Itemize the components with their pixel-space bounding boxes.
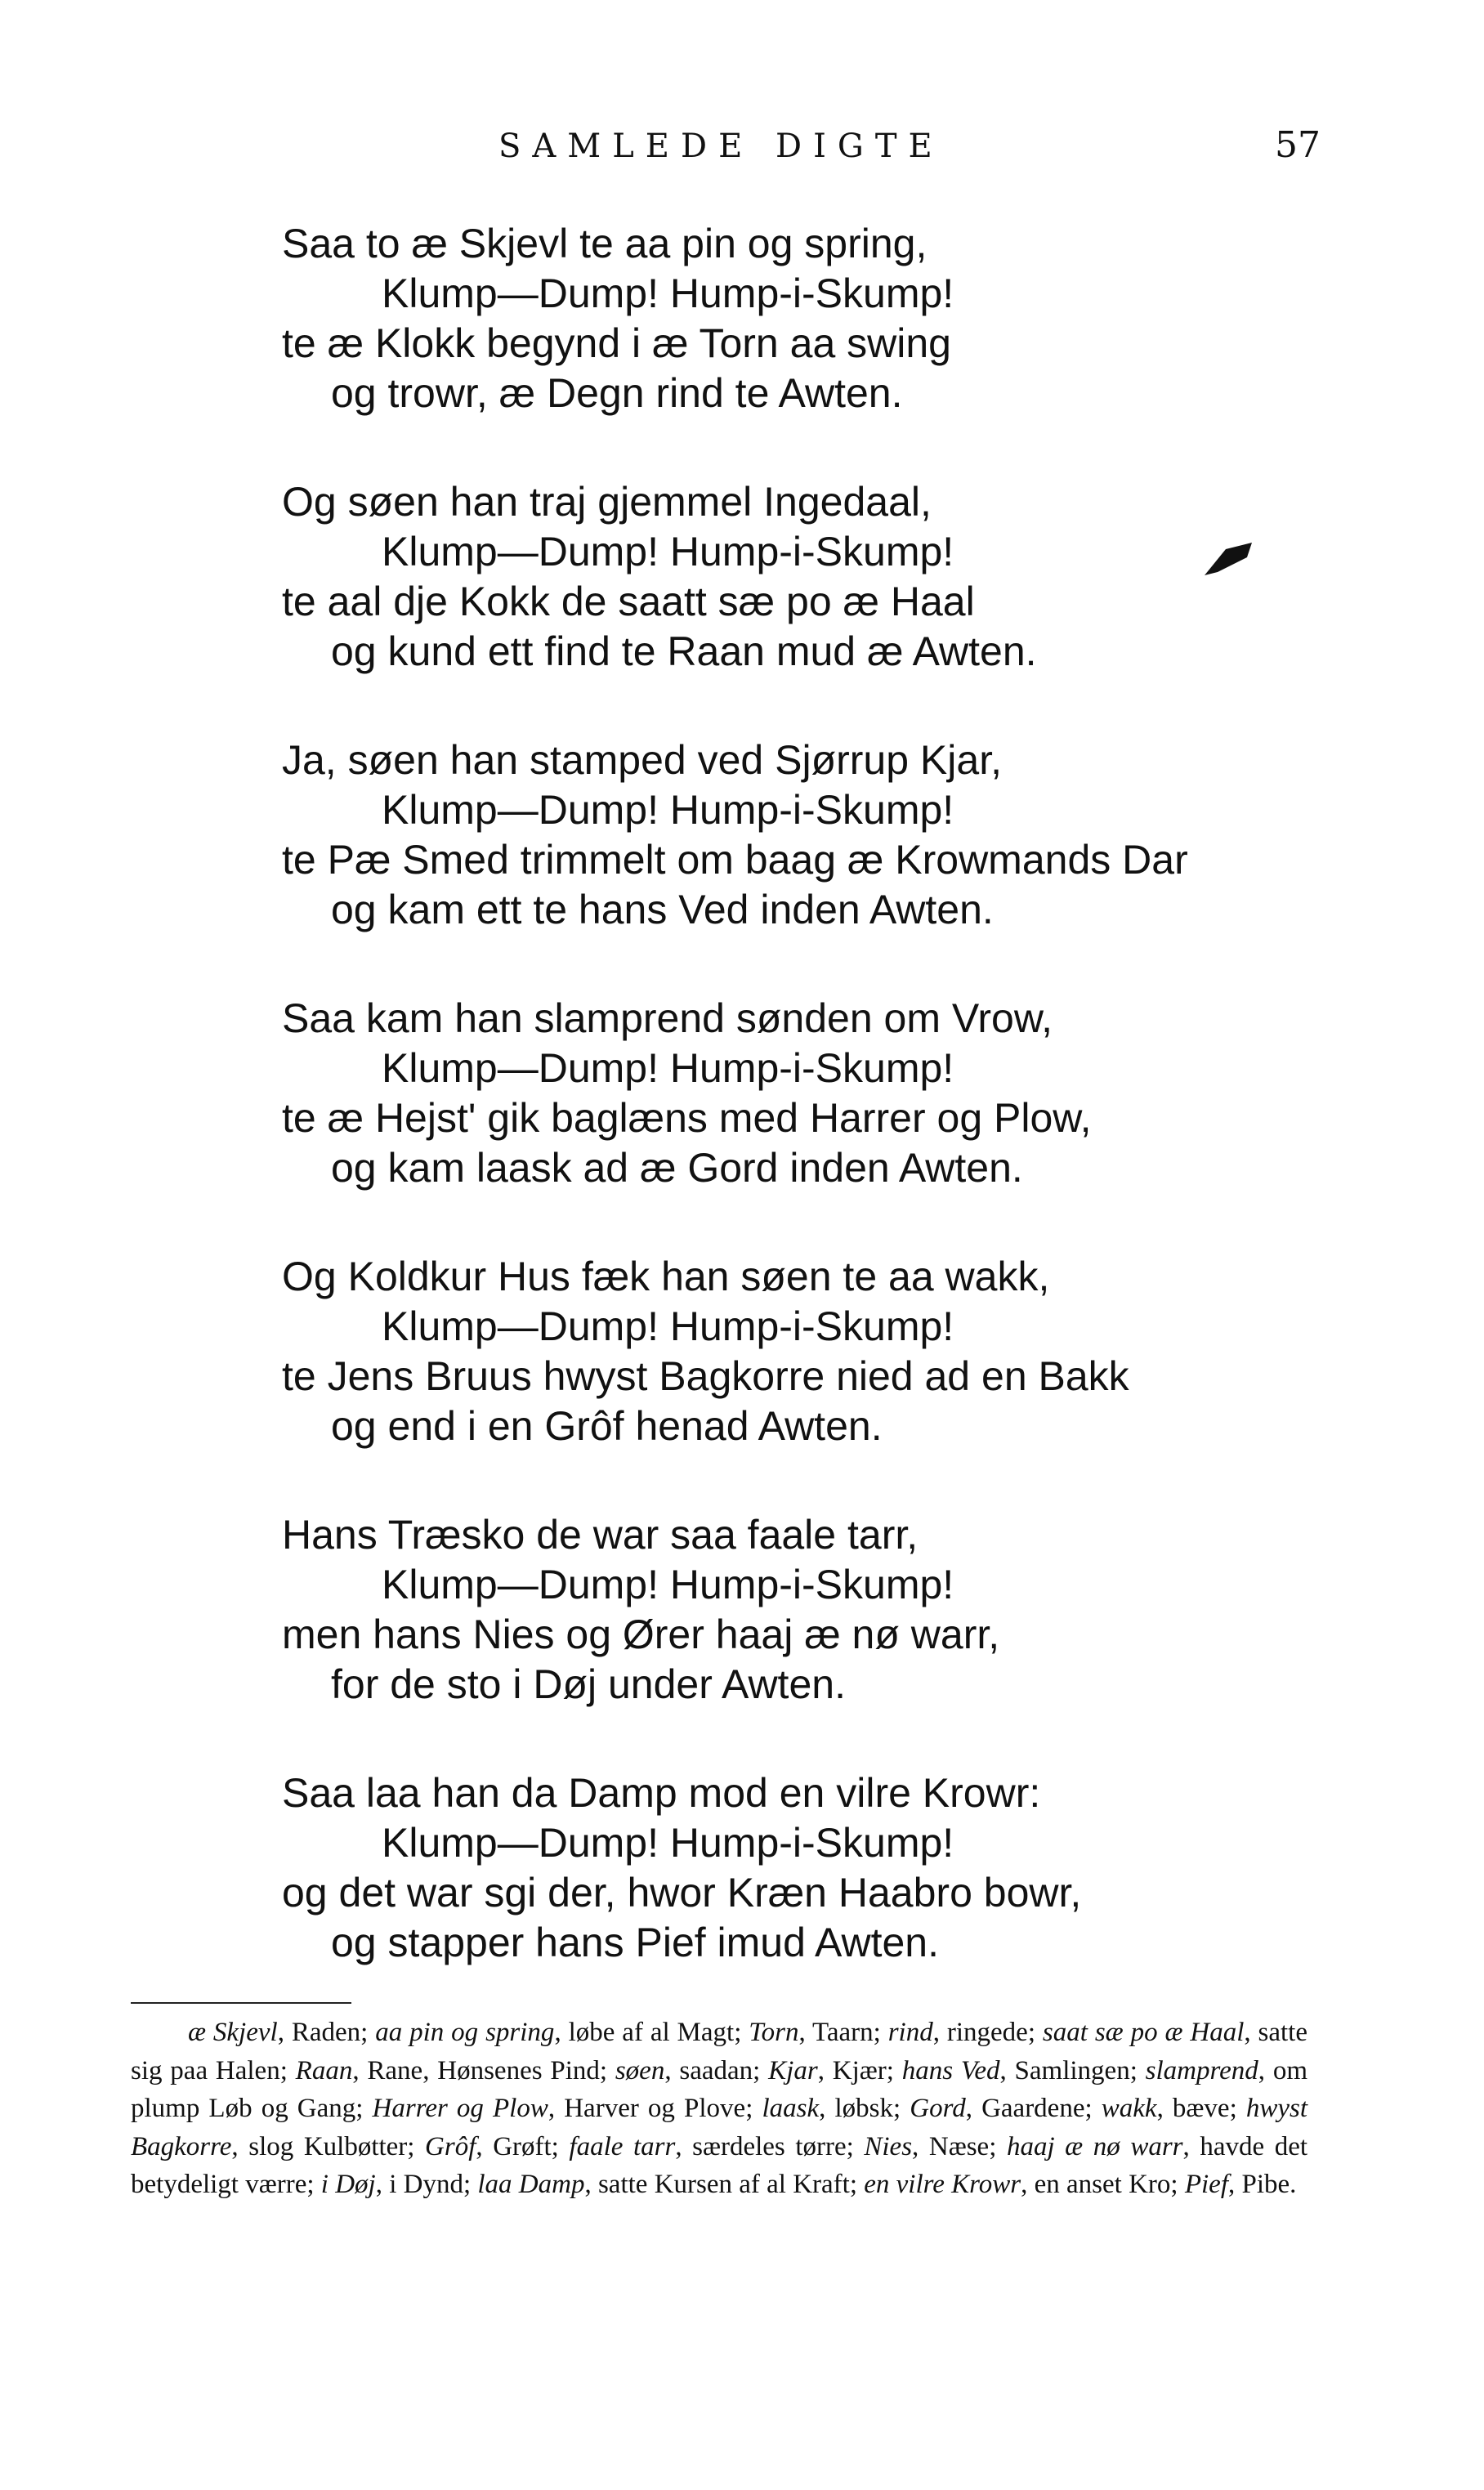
glossary-definition: , Samlingen; <box>999 2055 1146 2085</box>
glossary-term: wakk <box>1101 2094 1157 2123</box>
verse-line: Og Koldkur Hus fæk han søen te aa wakk, <box>282 1254 1050 1299</box>
footnote-rule <box>131 2002 351 2004</box>
verse-line: og det war sgi der, hwor Kræn Haabro bowr, <box>282 1870 1082 1916</box>
glossary-term: Nies <box>864 2131 913 2161</box>
glossary-definition: , Grøft; <box>476 2131 570 2161</box>
footnote-text <box>131 2018 1307 2199</box>
glossary-term: rind <box>887 2018 933 2047</box>
page-number: 57 <box>1275 124 1321 166</box>
glossary-term: Kjar <box>768 2055 818 2085</box>
verse-line: og stapper hans Pief imud Awten. <box>331 1920 939 1965</box>
glossary-term: faale tarr <box>569 2131 676 2161</box>
glossary-term: Pief <box>1184 2170 1228 2199</box>
stanza <box>282 1510 1344 1710</box>
glossary-definition: , om plump Løb og Gang; <box>131 2055 1307 2123</box>
glossary-definition: , Harver og Plove; <box>548 2094 762 2123</box>
verse-line: og trowr, æ Degn rind te Awten. <box>331 370 903 416</box>
stanza <box>282 735 1344 935</box>
verse-line: Ja, søen han stamped ved Sjørrup Kjar, <box>282 737 1002 783</box>
stanza <box>282 1252 1344 1451</box>
refrain-line: Klump—Dump! Hump-i-Skump! <box>382 1820 954 1866</box>
verse-line: og end i en Grôf henad Awten. <box>331 1403 883 1449</box>
glossary-term: Gord <box>910 2094 966 2123</box>
verse-line: te Jens Bruus hwyst Bagkorre nied ad en Bakk <box>282 1353 1129 1399</box>
verse-line: men hans Nies og Ører haaj æ nø warr, <box>282 1612 1000 1657</box>
verse-line: te æ Klokk begynd i æ Torn aa swing <box>282 320 951 366</box>
glossary-definition: , Gaardene; <box>965 2094 1102 2123</box>
verse-line: te æ Hejst' gik baglæns med Harrer og Plow, <box>282 1095 1092 1141</box>
verse-line: Hans Træsko de war saa faale tarr, <box>282 1512 919 1558</box>
stanza <box>282 994 1344 1193</box>
glossary-term: Harrer og Plow <box>372 2094 548 2123</box>
stanza <box>282 1768 1344 1968</box>
glossary-definition: , havde det betydeligt værre; <box>131 2131 1308 2199</box>
glossary-definition: , slog Kulbøtter; <box>231 2131 426 2161</box>
verse-line: og kam ett te hans Ved inden Awten. <box>331 887 994 932</box>
running-head: SAMLEDE DIGTE <box>498 127 944 165</box>
glossary-term: Torn <box>749 2018 799 2047</box>
glossary-definition: , Næse; <box>912 2131 1007 2161</box>
ink-blot-mark <box>1201 539 1258 580</box>
glossary-term: slamprend <box>1145 2055 1258 2085</box>
glossary-term: haaj æ nø warr <box>1006 2131 1183 2161</box>
refrain-line: Klump—Dump! Hump-i-Skump! <box>382 1045 954 1091</box>
glossary-definition: , bæve; <box>1156 2094 1246 2123</box>
glossary-definition: , Kjær; <box>817 2055 902 2085</box>
verse-line: te Pæ Smed trimmelt om baag æ Krowmands Dar <box>282 837 1188 883</box>
stanza <box>282 219 1344 418</box>
glossary-definition: , løbsk; <box>819 2094 910 2123</box>
glossary-definition: , i Dynd; <box>375 2170 478 2199</box>
refrain-line: Klump—Dump! Hump-i-Skump! <box>382 787 954 833</box>
verse-line: og kam laask ad æ Gord inden Awten. <box>331 1145 1023 1191</box>
glossary-definition: , Raden; <box>277 2018 376 2047</box>
footnote-glossary <box>131 2014 1307 2204</box>
glossary-term: laa Damp <box>477 2170 585 2199</box>
glossary-term: en vilre Krowr <box>864 2170 1021 2199</box>
glossary-term: aa pin og spring <box>375 2018 555 2047</box>
verse-line: Saa to æ Skjevl te aa pin og spring, <box>282 221 928 266</box>
refrain-line: Klump—Dump! Hump-i-Skump! <box>382 529 954 574</box>
refrain-line: Klump—Dump! Hump-i-Skump! <box>382 270 954 316</box>
glossary-definition: , Rane, Hønsenes Pind; <box>352 2055 615 2085</box>
glossary-definition: , satte Kursen af al Kraft; <box>584 2170 865 2199</box>
glossary-term: laask <box>762 2094 820 2123</box>
glossary-definition: , Pibe. <box>1228 2170 1297 2199</box>
glossary-term: søen <box>615 2055 665 2085</box>
glossary-definition: , Taarn; <box>798 2018 888 2047</box>
verse-line: for de sto i Døj under Awten. <box>331 1661 846 1707</box>
poem <box>282 219 1344 2027</box>
glossary-term: æ Skjevl <box>188 2018 278 2047</box>
stanza <box>282 477 1344 677</box>
verse-line: og kund ett find te Raan mud æ Awten. <box>331 628 1037 674</box>
glossary-term: hwyst Bagkorre <box>131 2094 1308 2161</box>
glossary-definition: , særdeles tørre; <box>675 2131 865 2161</box>
glossary-definition: , en anset Kro; <box>1021 2170 1185 2199</box>
verse-line: te aal dje Kokk de saatt sæ po æ Haal <box>282 579 975 624</box>
verse-line: Og søen han traj gjemmel Ingedaal, <box>282 479 932 525</box>
glossary-definition: , løbe af al Magt; <box>554 2018 749 2047</box>
glossary-term: i Døj <box>320 2170 376 2199</box>
glossary-definition: , saadan; <box>664 2055 769 2085</box>
verse-line: Saa laa han da Damp mod en vilre Krowr: <box>282 1770 1041 1816</box>
glossary-term: hans Ved <box>901 2055 1000 2085</box>
glossary-definition: , satte sig paa Halen; <box>131 2018 1307 2085</box>
page-header <box>131 123 1321 180</box>
glossary-term: saat sæ po æ Haal <box>1042 2018 1245 2047</box>
glossary-term: Raan <box>295 2055 353 2085</box>
glossary-term: Grôf <box>425 2131 476 2161</box>
glossary-definition: , ringede; <box>932 2018 1043 2047</box>
verse-line: Saa kam han slamprend sønden om Vrow, <box>282 995 1053 1041</box>
refrain-line: Klump—Dump! Hump-i-Skump! <box>382 1303 954 1349</box>
refrain-line: Klump—Dump! Hump-i-Skump! <box>382 1562 954 1607</box>
